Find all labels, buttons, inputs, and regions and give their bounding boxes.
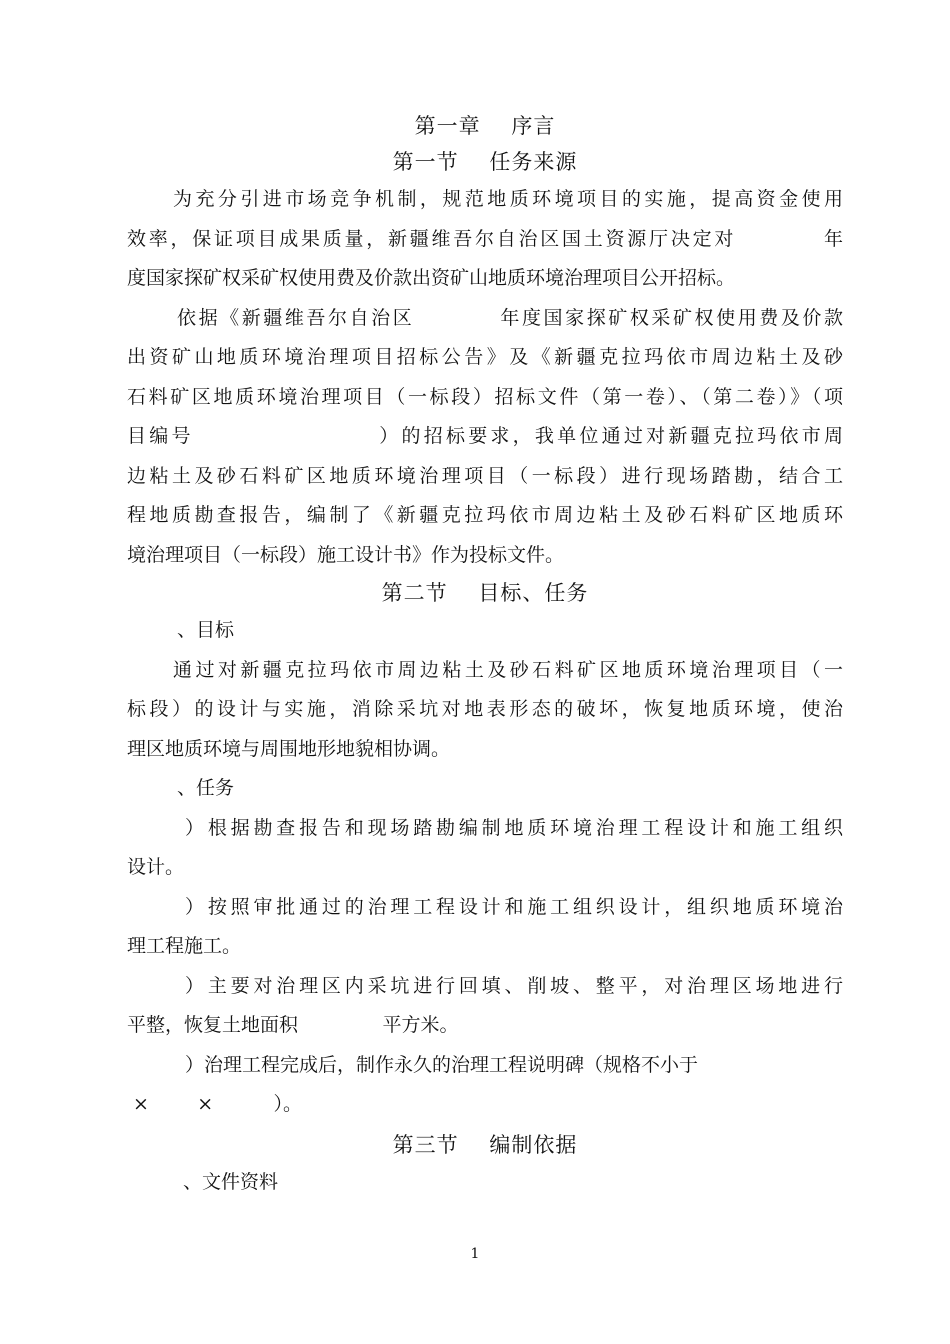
text-line: 石料矿区地质环境治理项目（一标段）招标文件（第一卷）、（第二卷）》（项 — [127, 385, 843, 408]
paragraph-goal — [127, 651, 843, 770]
task-item-1 — [127, 809, 843, 888]
page-number: 1 — [470, 1246, 480, 1262]
text-line: 度国家探矿权采矿权使用费及价款出资矿山地质环境治理项目公开招标。 — [127, 267, 736, 289]
section-title-2: 第二节 目标、任务 — [381, 581, 589, 605]
text-line: ）主要对治理区内采坑进行回填、削坡、整平，对治理区场地进行 — [185, 974, 843, 997]
text-line: × × ）。 — [133, 1093, 303, 1115]
text-line: 程地质勘查报告，编制了《新疆克拉玛依市周边粘土及砂石料矿区地质环 — [127, 504, 843, 526]
text-line: ）根据勘查报告和现场踏勘编制地质环境治理工程设计和施工组织 — [185, 816, 843, 839]
text-line: 边粘土及砂石料矿区地质环境治理项目（一标段）进行现场踏勘，结合工 — [127, 464, 843, 487]
text-line: ）治理工程完成后，制作永久的治理工程说明碑（规格不小于 — [185, 1053, 699, 1076]
task-item-3 — [127, 967, 843, 1046]
text-line: 标段）的设计与实施，消除采坑对地表形态的破坏，恢复地质环境，使治 — [127, 698, 843, 720]
task-item-4 — [127, 1046, 843, 1125]
text-line: ）按照审批通过的治理工程设计和施工组织设计，组织地质环境治 — [185, 895, 843, 918]
text-line: 为充分引进市场竞争机制，规范地质环境项目的实施，提高资金使用 — [173, 188, 843, 210]
text-line: 理区地质环境与周围地形地貌相协调。 — [127, 737, 451, 760]
subsection-title-goal: 、目标 — [177, 619, 235, 641]
text-line: 理工程施工。 — [127, 935, 242, 957]
subsection-title-documents: 、文件资料 — [183, 1170, 279, 1193]
paragraph-task-source-1 — [127, 180, 843, 299]
chapter-title: 第一章 序言 — [414, 114, 556, 138]
section-title-3: 第三节 编制依据 — [392, 1132, 578, 1157]
task-item-2 — [127, 888, 843, 967]
page-content — [127, 108, 843, 1202]
text-line: 境治理项目（一标段）施工设计书》作为投标文件。 — [127, 543, 565, 566]
paragraph-task-source-2 — [127, 299, 843, 576]
text-line: 平整，恢复土地面积 平方米。 — [127, 1014, 459, 1036]
section-title-1: 第一节 任务来源 — [392, 150, 578, 174]
text-line: 效率，保证项目成果质量，新疆维吾尔自治区国土资源厅决定对 年 — [127, 227, 843, 250]
text-line: 出资矿山地质环境治理项目招标公告》及《新疆克拉玛依市周边粘土及砂 — [127, 346, 843, 368]
text-line: 目编号 ）的招标要求，我单位通过对新疆克拉玛依市周 — [127, 425, 843, 447]
text-line: 通过对新疆克拉玛依市周边粘土及砂石料矿区地质环境治理项目（一 — [173, 658, 843, 681]
text-line: 依据《新疆维吾尔自治区 年度国家探矿权采矿权使用费及价款 — [177, 306, 843, 329]
subsection-title-tasks: 、任务 — [177, 777, 235, 799]
text-line: 设计。 — [127, 856, 185, 878]
